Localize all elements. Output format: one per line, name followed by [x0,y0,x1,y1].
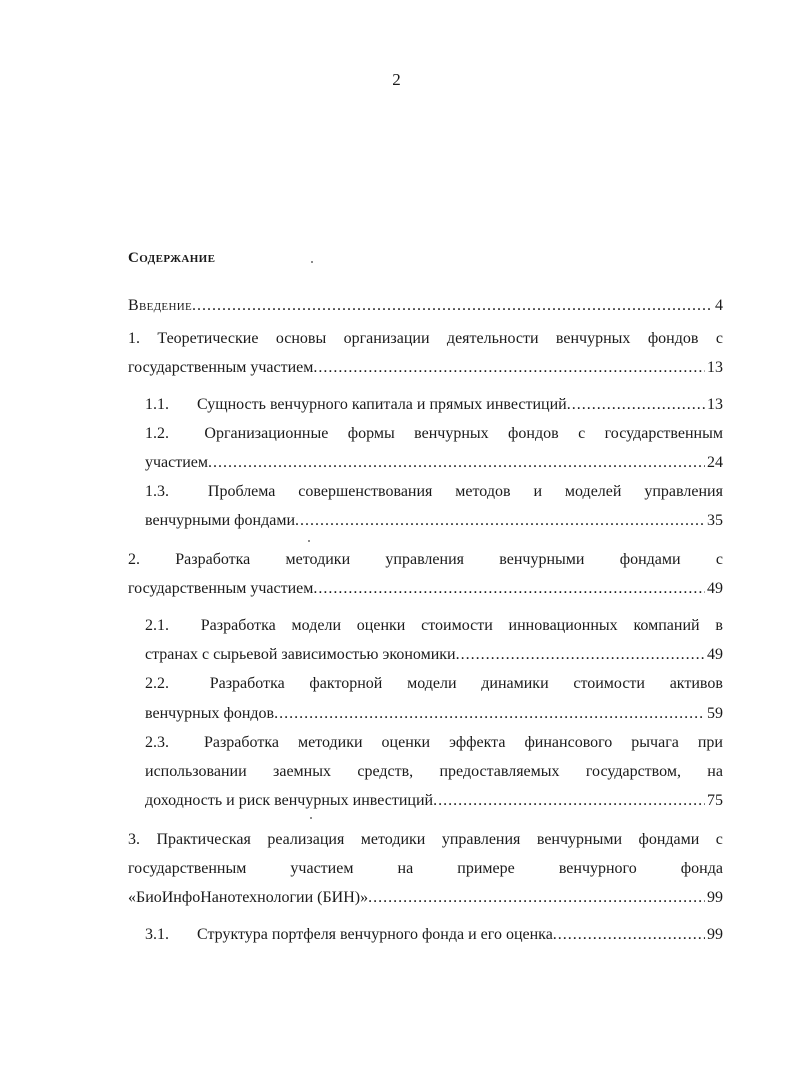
toc-word: венчурными [536,831,623,848]
toc-word: деятельности [446,330,539,347]
toc-word: венчурными [499,551,585,568]
toc-entry-label: государственным участием [128,359,314,376]
toc-section-number: 1.2. [145,425,169,442]
toc-word: венчурного [558,860,637,877]
toc-entry-ch3-cont[interactable] [128,858,723,880]
toc-leader [567,394,705,416]
toc-entry-2-2-cont[interactable] [145,703,723,725]
toc-word: фондов [508,425,559,442]
toc-word: оценки [381,734,431,751]
toc-word: Разработка [200,617,276,634]
toc-word: эффекта [449,734,506,751]
toc-page: 99 [707,889,723,906]
toc-section-number: 3.1. [145,926,169,943]
toc-word: участием [290,860,354,877]
toc-word: государственным [128,860,247,877]
toc-page: 75 [707,792,723,809]
toc-word: на [397,860,414,877]
toc-word: Практическая [156,831,251,848]
toc-leader [313,578,705,600]
toc-word: организации [343,330,430,347]
toc-section-number: 1.1. [145,396,169,413]
toc-entry-2-1[interactable] [145,615,723,637]
toc-word: в [715,617,723,634]
toc-page: 13 [707,359,723,376]
toc-entry-ch2[interactable] [128,549,723,571]
toc-word: управления [385,551,464,568]
toc-leader [456,644,705,666]
toc-word: фондами [619,551,681,568]
toc-word: использовании [145,763,247,780]
toc-section-number: 2.3. [145,734,169,751]
toc-word: стоимости [573,675,645,692]
toc-word: венчурных [555,330,631,347]
toc-word: государственным [604,425,723,442]
toc-entry-ch2-cont[interactable] [128,578,723,600]
toc-word: рычага [631,734,679,751]
toc-entry-1-3-cont[interactable] [145,510,723,532]
toc-word: Разработка [209,675,285,692]
toc-word: с [715,330,723,347]
toc-entry-ch3[interactable] [128,829,723,851]
toc-entry-label: венчурных фондов [145,705,275,722]
scan-speck [311,261,313,263]
toc-entry-2-3-end[interactable] [145,790,723,812]
toc-heading: Содержание [128,250,216,266]
toc-entry-label: странах с сырьевой зависимостью экономики [145,646,456,663]
toc-entry-3-1[interactable] [145,924,723,946]
toc-word: методики [285,551,351,568]
toc-chapter-number: 2. [128,551,140,568]
page-number: 2 [392,70,401,89]
scan-speck [308,540,310,542]
toc-word: основы [275,330,327,347]
toc-word: фонда [680,860,723,877]
toc-leader [192,295,713,317]
toc-word: модели [291,617,341,634]
toc-word: Теоретические [157,330,259,347]
toc-word: стоимости [421,617,493,634]
toc-entry-2-3-cont[interactable] [145,761,723,783]
toc-chapter-number: 1. [128,330,140,347]
toc-entry-label: Сущность венчурного капитала и прямых инвестиций [197,396,567,413]
toc-page: 4 [715,297,723,314]
toc-section-number: 2.2. [145,675,169,692]
toc-chapter-number: 3. [128,831,140,848]
toc-entry-1-1[interactable] [145,394,723,416]
toc-word: предоставляемых [439,763,560,780]
toc-leader [433,790,705,812]
toc-entry-label: доходность и риск венчурных инвестиций [145,792,434,809]
toc-word: государством, [585,763,681,780]
toc-word: фондов [647,330,699,347]
toc-page: 35 [707,512,723,529]
toc-entry-ch1-cont[interactable] [128,357,723,379]
toc-word: с [578,425,586,442]
toc-word: активов [669,675,723,692]
toc-word: венчурных [414,425,489,442]
toc-word: модели [407,675,457,692]
toc-entry-label: участием [145,454,209,471]
toc-word: с [715,551,723,568]
toc-entry-label: «БиоИнфоНанотехнологии (БИН)» [128,889,369,906]
toc-leader [368,887,705,909]
toc-word: при [697,734,723,751]
toc-entry-1-3[interactable] [145,481,723,503]
toc-page: 49 [707,646,723,663]
toc-section-number: 2.1. [145,617,169,634]
toc-word: Проблема [207,483,276,500]
toc-word: на [707,763,723,780]
toc-word: средств, [357,763,414,780]
toc-word: финансового [524,734,613,751]
toc-word: управления [644,483,723,500]
toc-page: 24 [707,454,723,471]
toc-entry-label: Структура портфеля венчурного фонда и его оценка [197,926,553,943]
toc-word: Разработка [175,551,251,568]
toc-section-number: 1.3. [145,483,169,500]
toc-page: 99 [707,926,723,943]
toc-leader [295,510,705,532]
toc-word: динамики [481,675,549,692]
toc-word: формы [347,425,395,442]
toc-page: 59 [707,705,723,722]
toc-word: примере [457,860,515,877]
toc-entry-1-2-cont[interactable] [145,452,723,474]
toc-word: методики [297,734,363,751]
toc-word: с [715,831,723,848]
toc-page: 49 [707,580,723,597]
toc-word: Организационные [204,425,329,442]
toc-word: инновационных [508,617,618,634]
toc-entry-label: венчурными фондами [145,512,296,529]
toc-word: заемных [273,763,331,780]
toc-leader [553,924,705,946]
toc-entry-1-2[interactable] [145,423,723,445]
toc-word: фондами [638,831,700,848]
scan-speck [310,817,312,819]
toc-word: совершенствования [298,483,433,500]
toc-entry-label: Введение [128,297,192,314]
toc-word: управления [441,831,521,848]
toc-entry-2-3[interactable] [145,732,723,754]
toc-entry-label: государственным участием [128,580,314,597]
toc-word: моделей [564,483,622,500]
toc-word: реализация [267,831,345,848]
toc-page: 13 [707,396,723,413]
toc-word: и [533,483,542,500]
toc-word: оценки [356,617,406,634]
toc-entry-ch3-end[interactable] [128,887,723,909]
toc-leader [313,357,705,379]
toc-word: факторной [309,675,383,692]
toc-leader [208,452,705,474]
toc-word: методов [455,483,511,500]
toc-entry-2-1-cont[interactable] [145,644,723,666]
toc-entry-intro[interactable] [128,295,723,317]
toc-word: Разработка [203,734,279,751]
toc-word: компаний [633,617,700,634]
toc-leader [274,703,705,725]
toc-entry-ch1[interactable] [128,328,723,350]
toc-word: методики [360,831,426,848]
toc-entry-2-2[interactable] [145,673,723,695]
